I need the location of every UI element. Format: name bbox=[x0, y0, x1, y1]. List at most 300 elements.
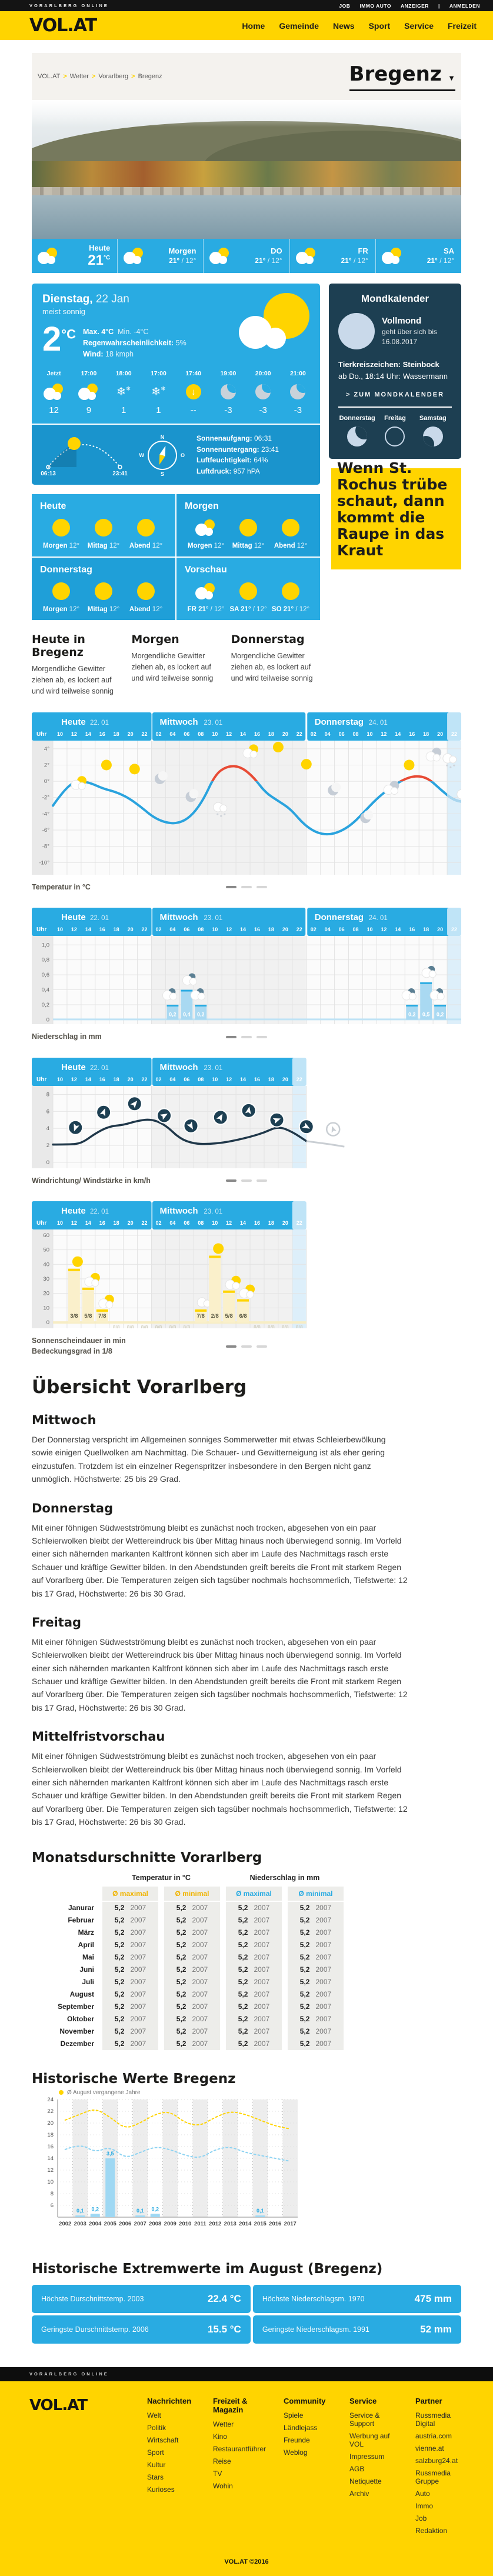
svg-text:2°: 2° bbox=[44, 761, 49, 768]
svg-text:02: 02 bbox=[155, 1076, 162, 1082]
footer-logo[interactable]: VOL.AT bbox=[29, 2396, 88, 2414]
table-cell: 5,2 2007 bbox=[226, 1927, 282, 1939]
table-cell: 5,2 2007 bbox=[226, 2013, 282, 2025]
svg-text:2005: 2005 bbox=[104, 2220, 116, 2227]
sun-info-row: Luftdruck: 957 hPA bbox=[196, 466, 260, 475]
svg-text:2004: 2004 bbox=[89, 2220, 102, 2227]
table-cell: 5,2 2007 bbox=[164, 1927, 220, 1939]
svg-text:8/8: 8/8 bbox=[141, 1324, 148, 1328]
table-cell: 5,2 2007 bbox=[288, 1964, 344, 1976]
moon-phase: Vollmond bbox=[382, 315, 422, 326]
svg-text:8: 8 bbox=[50, 2190, 54, 2197]
month-label: Janurar bbox=[68, 1904, 94, 1912]
forecast-column-title: Morgen bbox=[131, 633, 179, 647]
moon-phase-days bbox=[338, 406, 452, 459]
daypart-card-title: Vorschau bbox=[185, 565, 227, 575]
uebersicht-section bbox=[32, 1377, 461, 1829]
topbar-separator: | bbox=[438, 2, 440, 9]
svg-text:06: 06 bbox=[184, 1220, 190, 1226]
svg-text:8/8: 8/8 bbox=[295, 1324, 303, 1328]
daypart-label: Abend 12° bbox=[129, 606, 163, 614]
svg-text:2002: 2002 bbox=[59, 2220, 72, 2227]
svg-text:2006: 2006 bbox=[119, 2220, 132, 2227]
pagination-dot[interactable] bbox=[257, 1179, 267, 1182]
left-column bbox=[32, 284, 320, 697]
footer-col-title: Nachrichten bbox=[147, 2396, 192, 2405]
svg-text:Heute: Heute bbox=[61, 912, 86, 922]
svg-text:22. 01: 22. 01 bbox=[90, 915, 109, 922]
moon-calendar-link[interactable]: > ZUM MONDKALENDER bbox=[345, 391, 445, 398]
svg-text:02: 02 bbox=[310, 731, 317, 737]
footer-link[interactable]: Service & Support bbox=[349, 2411, 380, 2428]
hourly-cell bbox=[211, 370, 245, 415]
svg-text:2013: 2013 bbox=[224, 2220, 236, 2227]
table-cell: 5,2 2007 bbox=[288, 1976, 344, 1988]
nav-item-gemeinde[interactable]: Gemeinde bbox=[279, 21, 319, 31]
svg-text:10: 10 bbox=[212, 927, 218, 932]
svg-text:08: 08 bbox=[352, 927, 359, 932]
svg-text:3,5: 3,5 bbox=[106, 2150, 114, 2157]
svg-text:W: W bbox=[139, 452, 144, 459]
footer-brand-strip bbox=[0, 2367, 493, 2381]
table-cell: 5,2 2007 bbox=[164, 1939, 220, 1951]
footer-link[interactable]: TV bbox=[212, 2469, 222, 2478]
daypart-item bbox=[125, 581, 167, 613]
footer-link[interactable]: Auto bbox=[415, 2489, 430, 2498]
svg-text:8/8: 8/8 bbox=[155, 1324, 162, 1328]
svg-text:04: 04 bbox=[169, 1076, 176, 1082]
svg-text:0,2: 0,2 bbox=[197, 1011, 205, 1018]
hourly-icon-wrap bbox=[281, 382, 315, 402]
svg-text:2012: 2012 bbox=[209, 2220, 222, 2227]
daypart-item bbox=[227, 518, 269, 549]
day-tab-temps: 21° / 12° bbox=[255, 256, 282, 265]
table-cell: 5,2 2007 bbox=[226, 1914, 282, 1927]
table-row bbox=[32, 2013, 461, 2025]
daypart-item bbox=[40, 581, 82, 613]
svg-text:16: 16 bbox=[99, 731, 105, 737]
svg-text:22: 22 bbox=[451, 927, 458, 932]
table-row bbox=[32, 2001, 461, 2013]
topbar-link-immo-auto[interactable]: IMMO AUTO bbox=[359, 2, 392, 9]
daypart-label: SA 21° / 12° bbox=[229, 606, 267, 614]
sun-cloud-icon bbox=[78, 384, 99, 400]
day-tab-sa[interactable] bbox=[376, 239, 461, 273]
pagination-dot[interactable] bbox=[257, 1036, 267, 1038]
svg-text:23. 01: 23. 01 bbox=[204, 1064, 223, 1072]
nav-item-service[interactable]: Service bbox=[404, 21, 434, 31]
table-cell: 5,2 2007 bbox=[164, 1951, 220, 1964]
month-label: Oktober bbox=[66, 2015, 94, 2024]
month-label: November bbox=[59, 2027, 94, 2036]
location-selector[interactable] bbox=[349, 62, 455, 91]
svg-text:12: 12 bbox=[71, 927, 77, 932]
svg-text:14: 14 bbox=[395, 927, 401, 932]
daypart-item bbox=[82, 581, 125, 613]
breadcrumb-item[interactable]: Vorarlberg bbox=[98, 73, 129, 80]
svg-text:12: 12 bbox=[71, 731, 77, 737]
hourly-time: 17:40 bbox=[185, 370, 202, 378]
table-cell: 5,2 2007 bbox=[226, 2038, 282, 2050]
pagination-dot[interactable] bbox=[241, 1345, 252, 1348]
svg-text:22: 22 bbox=[141, 1076, 148, 1082]
svg-text:5/8: 5/8 bbox=[84, 1313, 92, 1320]
footer-link[interactable]: Wetter bbox=[212, 2420, 234, 2428]
nav-item-news[interactable]: News bbox=[333, 21, 355, 31]
footer-link[interactable]: Netiquette bbox=[349, 2477, 382, 2485]
daypart-label: Morgen 12° bbox=[187, 542, 225, 550]
day-tab-heute[interactable] bbox=[32, 239, 118, 273]
chart-precipitation bbox=[32, 908, 461, 1042]
svg-text:8/8: 8/8 bbox=[268, 1324, 275, 1328]
pagination-dot[interactable] bbox=[226, 1345, 236, 1348]
svg-text:12: 12 bbox=[47, 2167, 54, 2174]
svg-text:18: 18 bbox=[47, 2131, 54, 2138]
svg-text:0,5: 0,5 bbox=[422, 1011, 430, 1018]
footer-link[interactable]: Russmedia Digital bbox=[415, 2411, 451, 2428]
table-cell: 5,2 2007 bbox=[102, 1927, 158, 1939]
pagination-dot[interactable] bbox=[226, 1179, 236, 1182]
svg-text:2011: 2011 bbox=[194, 2220, 206, 2227]
svg-text:2010: 2010 bbox=[179, 2220, 192, 2227]
forecast-column bbox=[131, 633, 220, 697]
svg-text:30: 30 bbox=[43, 1276, 49, 1282]
day-tab-do[interactable] bbox=[204, 239, 289, 273]
svg-text:8: 8 bbox=[46, 1091, 49, 1098]
current-condition: meist sonnig bbox=[42, 307, 85, 316]
svg-text:1,0: 1,0 bbox=[41, 942, 49, 949]
daypart-card-title: Heute bbox=[40, 501, 66, 512]
table-cell: 5,2 2007 bbox=[288, 1939, 344, 1951]
svg-text:-4°: -4° bbox=[42, 810, 49, 817]
svg-text:20: 20 bbox=[127, 1220, 134, 1226]
extreme-box bbox=[32, 2285, 251, 2313]
site-logo[interactable]: VOL.AT bbox=[29, 15, 97, 36]
breadcrumb-item[interactable]: Wetter bbox=[69, 73, 89, 80]
topbar-link-anzeiger[interactable]: ANZEIGER bbox=[401, 2, 429, 9]
chart-footer bbox=[32, 1032, 461, 1042]
svg-text:2017: 2017 bbox=[284, 2220, 297, 2227]
hourly-icon-wrap bbox=[71, 382, 106, 402]
chart-label: Niederschlag in mm bbox=[32, 1032, 102, 1041]
footer-link[interactable]: Ländlejass bbox=[284, 2423, 318, 2432]
svg-text:0,2: 0,2 bbox=[41, 1001, 49, 1008]
daypart-label: Morgen 12° bbox=[42, 606, 80, 614]
table-cell: 5,2 2007 bbox=[102, 1902, 158, 1914]
svg-text:Mittwoch: Mittwoch bbox=[159, 912, 198, 922]
footer-link[interactable]: Spiele bbox=[284, 2411, 304, 2420]
daypart-items bbox=[185, 581, 312, 613]
table-cell: 5,2 2007 bbox=[102, 1964, 158, 1976]
hourly-temp: -3 bbox=[259, 405, 267, 416]
svg-text:12: 12 bbox=[71, 1220, 77, 1226]
weather-saying-bg bbox=[331, 459, 461, 569]
pagination-dot[interactable] bbox=[241, 886, 252, 888]
footer-link[interactable]: Kurioses bbox=[147, 2485, 175, 2494]
month-label: September bbox=[57, 2002, 94, 2011]
chart-pagination bbox=[226, 886, 267, 888]
daypart-icon-wrap bbox=[82, 518, 125, 538]
hourly-icon-wrap bbox=[36, 382, 71, 402]
svg-text:8/8: 8/8 bbox=[281, 1324, 289, 1328]
svg-text:02: 02 bbox=[155, 731, 162, 737]
weather-saying-teaser[interactable] bbox=[329, 459, 461, 569]
footer-link[interactable]: Werbung auf VOL bbox=[349, 2431, 390, 2448]
footer-link[interactable]: Reise bbox=[212, 2457, 231, 2465]
moon-day bbox=[376, 415, 414, 449]
footer-link[interactable]: Archiv bbox=[349, 2489, 369, 2498]
footer-link[interactable]: Impressum bbox=[349, 2452, 385, 2461]
nav-item-freizeit[interactable]: Freizeit bbox=[447, 21, 477, 31]
sun-icon bbox=[282, 582, 299, 600]
footer-link[interactable]: Freunde bbox=[284, 2435, 310, 2444]
footer-link[interactable]: Russmedia Gruppe bbox=[415, 2468, 451, 2485]
daypart-card-heute bbox=[32, 494, 175, 556]
footer-link[interactable]: Job bbox=[415, 2514, 427, 2522]
svg-text:20: 20 bbox=[282, 1220, 288, 1226]
svg-text:16: 16 bbox=[409, 731, 415, 737]
svg-text:10: 10 bbox=[56, 1076, 63, 1082]
daypart-cards bbox=[32, 494, 320, 620]
footer-link[interactable]: Immo bbox=[415, 2501, 433, 2510]
table-cell: 5,2 2007 bbox=[164, 2013, 220, 2025]
daypart-icon-wrap bbox=[82, 581, 125, 601]
month-label: Februar bbox=[68, 1916, 94, 1925]
day-tab-morgen[interactable] bbox=[118, 239, 204, 273]
svg-text:02: 02 bbox=[155, 1220, 162, 1226]
svg-text:-8°: -8° bbox=[42, 843, 49, 850]
footer-link[interactable]: Wirtschaft bbox=[147, 2435, 179, 2444]
svg-text:18: 18 bbox=[268, 1076, 274, 1082]
sun-cloud-icon bbox=[239, 293, 309, 349]
daypart-label: Mittag 12° bbox=[87, 606, 120, 614]
extreme-value: 475 mm bbox=[414, 2292, 452, 2304]
svg-text:40: 40 bbox=[43, 1261, 49, 1268]
svg-text:16: 16 bbox=[254, 1076, 261, 1082]
cloud-sun-icon bbox=[195, 519, 216, 536]
svg-text:2014: 2014 bbox=[239, 2220, 252, 2227]
daypart-label: SO 21° / 12° bbox=[271, 606, 310, 614]
daypart-card-vorschau bbox=[176, 558, 320, 620]
svg-text:18: 18 bbox=[268, 731, 274, 737]
svg-text:0,2: 0,2 bbox=[408, 1011, 416, 1018]
svg-text:18: 18 bbox=[423, 731, 429, 737]
moon-icon bbox=[255, 384, 271, 399]
hourly-cell bbox=[71, 370, 106, 415]
topbar-link-job[interactable]: JOB bbox=[339, 2, 351, 9]
daypart-item bbox=[227, 581, 269, 613]
daypart-label: Abend 12° bbox=[129, 542, 163, 550]
footer-link[interactable]: Politik bbox=[147, 2423, 166, 2432]
moon-day-label: Samstag bbox=[419, 415, 447, 422]
group-header: Temperatur in °C bbox=[132, 1873, 191, 1882]
table-row bbox=[32, 1964, 461, 1976]
footer-link[interactable]: AGB bbox=[349, 2464, 365, 2473]
svg-text:18: 18 bbox=[268, 927, 274, 932]
daypart-icon-wrap bbox=[125, 581, 167, 601]
svg-text:22: 22 bbox=[141, 1220, 148, 1226]
svg-text:0: 0 bbox=[46, 1017, 49, 1024]
section-text: Mit einer föhnigen Südwestströmung bleibt es zunächst noch trocken, abgesehen von ein paar Schleierwolken bleibt der Wettereindruck bis über Mittag hinaus noch überwiegend sonnig. Im Vorfeld einer sich nähernden markanten Kaltfront können sich aber im Laufe des Nachmittags rasch erste Schauer und kräftige Gewitter bilden. In den Abendstunden greift bereits die Front mit starkem Regen auf Vorarlberg über. Die Temperaturen zeigen sich tagsüber nochmals hochsommerlich, Tiefstwerte: 12 bis 17 Grad, Höchstwerte: 26 bis 30 Grad. bbox=[32, 1522, 408, 1598]
weather-saying-text: Wenn St. Rochus trübe schaut, dann kommt die Raupe in das Kraut bbox=[337, 459, 448, 559]
pagination-dot[interactable] bbox=[241, 1036, 252, 1038]
svg-text:16: 16 bbox=[99, 927, 105, 932]
daypart-label: Mittag 12° bbox=[87, 542, 120, 550]
footer-link[interactable]: Kultur bbox=[147, 2460, 166, 2469]
svg-text:14: 14 bbox=[85, 731, 91, 737]
historic-values bbox=[32, 2071, 461, 2241]
current-details: Max. 4°C Min. -4°C Regenwahrscheinlichkeit: 5% Wind: 18 kmph bbox=[82, 328, 186, 358]
svg-text:22: 22 bbox=[141, 731, 148, 737]
footer-link[interactable]: Stars bbox=[147, 2472, 164, 2481]
footer-link[interactable]: Welt bbox=[147, 2411, 161, 2420]
svg-text:0,4: 0,4 bbox=[183, 1011, 191, 1018]
moon-day-label: Freitag bbox=[384, 415, 406, 422]
section-donnerstag bbox=[32, 1501, 461, 1600]
svg-text:04: 04 bbox=[169, 927, 176, 932]
table-cell: 5,2 2007 bbox=[102, 1951, 158, 1964]
nav-item-sport[interactable]: Sport bbox=[368, 21, 391, 31]
svg-text:Donnerstag: Donnerstag bbox=[314, 912, 364, 922]
svg-text:2008: 2008 bbox=[149, 2220, 162, 2227]
svg-text:0,2: 0,2 bbox=[151, 2205, 159, 2212]
svg-text:Uhr: Uhr bbox=[36, 1076, 47, 1083]
svg-text:0,2: 0,2 bbox=[436, 1011, 444, 1018]
moon-day bbox=[414, 415, 452, 449]
footer-link[interactable]: austria.com bbox=[415, 2431, 452, 2440]
table-cell: 5,2 2007 bbox=[226, 1951, 282, 1964]
daypart-items bbox=[185, 518, 312, 549]
svg-text:3/8: 3/8 bbox=[70, 1313, 78, 1320]
table-cell: 5,2 2007 bbox=[164, 1976, 220, 1988]
svg-text:06: 06 bbox=[184, 927, 190, 932]
day-tab-label: SA bbox=[443, 246, 455, 255]
svg-text:14: 14 bbox=[85, 1076, 91, 1082]
svg-text:04: 04 bbox=[169, 731, 176, 737]
svg-text:12: 12 bbox=[226, 1076, 232, 1082]
pagination-dot[interactable] bbox=[226, 1036, 236, 1038]
svg-text:22: 22 bbox=[141, 927, 148, 932]
chart-temperature-svg bbox=[32, 712, 461, 875]
hourly-time: 18:00 bbox=[115, 370, 132, 378]
historic-title: Historische Werte Bregenz bbox=[32, 2071, 236, 2087]
footer-link[interactable]: Kino bbox=[212, 2432, 228, 2441]
table-spacer bbox=[32, 1887, 102, 1901]
svg-text:2009: 2009 bbox=[164, 2220, 176, 2227]
daypart-icon-wrap bbox=[125, 518, 167, 538]
forecast-column-title: Donnerstag bbox=[231, 633, 305, 647]
col-header: Ø minimal bbox=[288, 1887, 344, 1901]
footer-link[interactable]: Restaurantführer bbox=[212, 2444, 267, 2453]
svg-text:18: 18 bbox=[423, 927, 429, 932]
svg-text:N: N bbox=[160, 434, 165, 441]
section-text: Mit einer föhnigen Südwestströmung bleibt es zunächst noch trocken, abgesehen von ein paar Schleierwolken bleibt der Wettereindruck bis über Mittag hinaus noch überwiegend sonnig. Im Vorfeld einer sich nähernden markanten Kaltfront können sich aber im Laufe des Nachmittags rasch erste Schauer und kräftige Gewitter bilden. In den Abendstunden greift bereits die Front mit starkem Regen auf Vorarlberg über. Die Temperaturen zeigen sich tagsüber nochmals hochsommerlich, Tiefstwerte: 12 bis 17 Grad, Höchstwerte: 26 bis 30 Grad. bbox=[32, 1637, 408, 1712]
svg-text:2016: 2016 bbox=[269, 2220, 282, 2227]
table-row bbox=[32, 2025, 461, 2038]
footer-col-title: Service bbox=[349, 2396, 377, 2405]
pagination-dot[interactable] bbox=[241, 1179, 252, 1182]
hero-trees bbox=[32, 161, 461, 189]
current-temperature: $2^{^\circ C}$ bbox=[42, 320, 76, 358]
svg-text:23. 01: 23. 01 bbox=[204, 1208, 223, 1215]
historic-chart-svg bbox=[32, 2087, 461, 2238]
svg-text:08: 08 bbox=[198, 731, 204, 737]
chart-footer bbox=[32, 882, 461, 893]
chevron-down-icon: ▼ bbox=[448, 73, 455, 82]
page-footer bbox=[0, 2367, 493, 2576]
topbar-link-anmelden[interactable]: ANMELDEN bbox=[449, 2, 480, 9]
breadcrumb-item[interactable]: Bregenz bbox=[138, 73, 162, 80]
svg-text:7/8: 7/8 bbox=[196, 1313, 205, 1320]
svg-text:Uhr: Uhr bbox=[36, 927, 47, 933]
table-cell: 5,2 2007 bbox=[102, 1988, 158, 2001]
svg-text:16: 16 bbox=[99, 1220, 105, 1226]
daypart-icon-wrap bbox=[185, 518, 227, 538]
pagination-dot[interactable] bbox=[257, 886, 267, 888]
full-moon-icon bbox=[338, 313, 375, 349]
breadcrumb-item[interactable]: VOL.AT bbox=[38, 73, 61, 80]
svg-text:12: 12 bbox=[226, 731, 232, 737]
table-row bbox=[32, 1988, 461, 2001]
table-cell: 5,2 2007 bbox=[102, 1939, 158, 1951]
daypart-items bbox=[40, 518, 167, 549]
footer-link[interactable]: Redaktion bbox=[415, 2526, 448, 2535]
section-title: Donnerstag bbox=[32, 1501, 114, 1515]
table-group-headers bbox=[32, 1874, 461, 1882]
sun-info-list bbox=[196, 433, 279, 476]
chart-wind-svg bbox=[32, 1058, 461, 1168]
pagination-dot[interactable] bbox=[257, 1345, 267, 1348]
footer-link[interactable]: Sport bbox=[147, 2448, 164, 2457]
pagination-dot[interactable] bbox=[226, 886, 236, 888]
extreme-value: 52 mm bbox=[420, 2323, 452, 2335]
forecast-text-columns bbox=[32, 633, 320, 697]
snow-icon: ❄❄ bbox=[151, 385, 166, 398]
sun-cloud-icon bbox=[124, 248, 145, 264]
svg-text:04: 04 bbox=[324, 731, 331, 737]
table-cell: 5,2 2007 bbox=[102, 1976, 158, 1988]
day-tab-fr[interactable] bbox=[290, 239, 376, 273]
svg-text:20: 20 bbox=[127, 731, 134, 737]
svg-text:18: 18 bbox=[268, 1220, 274, 1226]
table-spacer bbox=[32, 1874, 102, 1882]
svg-text:18: 18 bbox=[113, 1220, 119, 1226]
svg-text:08: 08 bbox=[352, 731, 359, 737]
snow-icon: ❄❄ bbox=[116, 385, 131, 398]
svg-text:0: 0 bbox=[46, 1159, 49, 1166]
chart-wind bbox=[32, 1058, 461, 1187]
hourly-cell bbox=[246, 370, 281, 415]
table-cell: 5,2 2007 bbox=[226, 1976, 282, 1988]
svg-text:0°: 0° bbox=[44, 778, 49, 785]
hourly-cell bbox=[141, 370, 176, 415]
footer-link[interactable]: vienne.at bbox=[415, 2444, 444, 2452]
nav-item-home[interactable]: Home bbox=[242, 21, 265, 31]
footer-link[interactable]: Weblog bbox=[284, 2448, 308, 2457]
hourly-forecast bbox=[32, 364, 320, 424]
section-title: Mittwoch bbox=[32, 1413, 96, 1427]
hourly-time: 19:00 bbox=[220, 370, 236, 378]
extreme-box bbox=[32, 2315, 251, 2344]
extreme-value: 22.4 °C bbox=[207, 2292, 241, 2304]
footer-link[interactable]: Wohin bbox=[212, 2481, 233, 2490]
table-cell: 5,2 2007 bbox=[164, 1914, 220, 1927]
footer-link[interactable]: salzburg24.at bbox=[415, 2456, 458, 2465]
forecast-column bbox=[32, 633, 121, 697]
table-cell: 5,2 2007 bbox=[226, 1988, 282, 2001]
svg-text:24. 01: 24. 01 bbox=[368, 719, 388, 727]
footer-col-title: Community bbox=[284, 2396, 326, 2405]
